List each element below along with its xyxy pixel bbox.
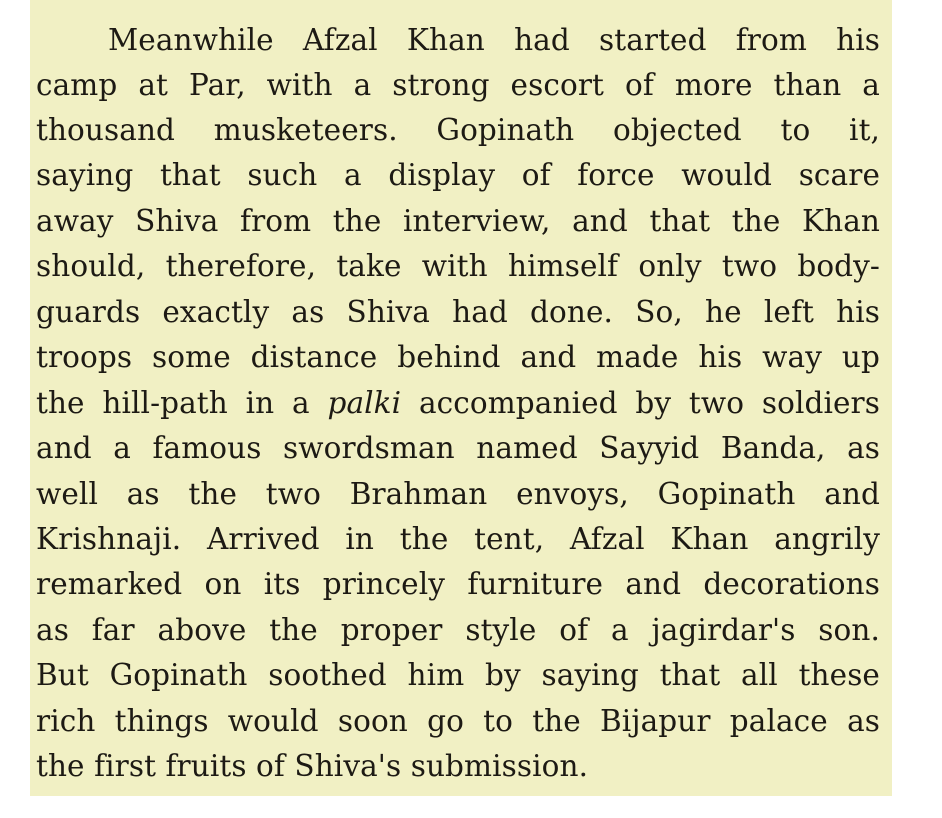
text-line: guards exactly as Shiva had done. So, he left his	[36, 295, 880, 329]
text-line	[36, 381, 880, 425]
text-line: thousand musketeers. Gopinath objected to it,	[36, 113, 880, 147]
italic-word: palki	[327, 386, 402, 420]
text-run: accompanied by two soldiers	[401, 386, 880, 420]
text-line: the first fruits of Shiva's submission.	[36, 749, 589, 783]
text-line: well as the two Brahman envoys, Gopinath and	[36, 477, 880, 511]
document-page	[30, 0, 892, 796]
text-line: troops some distance behind and made his way up	[36, 340, 880, 374]
text-line: rich things would soon go to the Bijapur palace as	[36, 704, 880, 738]
text-line: camp at Par, with a strong escort of more than a	[36, 68, 880, 102]
text-line: remarked on its princely furniture and decorations	[36, 567, 880, 601]
text-run: the hill-path in a	[36, 386, 328, 420]
text-line: Krishnaji. Arrived in the tent, Afzal Khan angrily	[36, 522, 880, 556]
text-line: Meanwhile Afzal Khan had started from his	[108, 23, 880, 57]
text-line: as far above the proper style of a jagirdar's son.	[36, 613, 880, 647]
text-line: away Shiva from the interview, and that the Khan	[36, 204, 880, 238]
text-line: saying that such a display of force would scare	[36, 158, 880, 192]
text-line: and a famous swordsman named Sayyid Banda, as	[36, 431, 880, 465]
text-line: But Gopinath soothed him by saying that all these	[36, 658, 880, 692]
text-line: should, therefore, take with himself only two body-	[36, 249, 880, 283]
